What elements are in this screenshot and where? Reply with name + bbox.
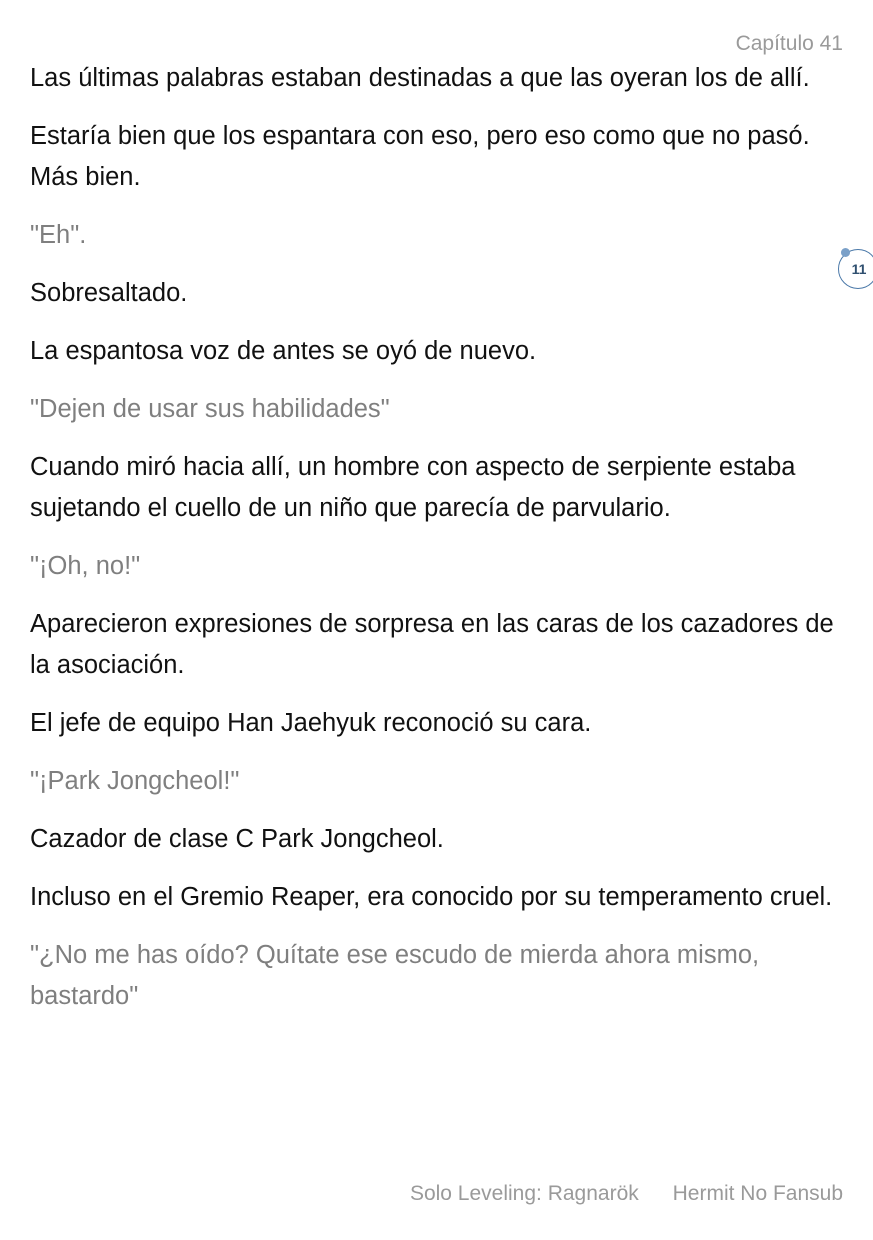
dialog-paragraph: "¡Park Jongcheol!" (30, 767, 240, 795)
paragraph: La espantosa voz de antes se oyó de nuevo. (30, 337, 537, 365)
paragraph: El jefe de equipo Han Jaehyuk reconoció su cara. (30, 709, 592, 737)
book-title: Solo Leveling: Ragnarök (409, 1182, 639, 1205)
reading-progress-badge[interactable] (838, 249, 873, 289)
paragraph: Incluso en el Gremio Reaper, era conocido por su temperamento cruel. (30, 883, 833, 911)
dialog-paragraph: "Eh". (30, 221, 87, 249)
chapter-title: Capítulo 41 (735, 32, 843, 55)
progress-number: 11 (851, 261, 867, 277)
dialog-paragraph: "Dejen de usar sus habilidades" (30, 395, 390, 423)
paragraph: Estaría bien que los espantara con eso, pero eso como que no pasó. Más bien. (30, 122, 810, 191)
paragraph: Las últimas palabras estaban destinadas a que las oyeran los de allí. (30, 64, 810, 92)
paragraph: Aparecieron expresiones de sorpresa en las caras de los cazadores de la asociación. (30, 610, 834, 679)
paragraph: Sobresaltado. (30, 279, 188, 307)
translator-credit: Hermit No Fansub (672, 1182, 843, 1205)
dialog-paragraph: "¡Oh, no!" (30, 552, 141, 580)
paragraph: Cazador de clase C Park Jongcheol. (30, 825, 444, 853)
reading-content (30, 58, 845, 1034)
dialog-paragraph: "¿No me has oído? Quítate ese escudo de mierda ahora mismo, bastardo" (30, 941, 760, 1010)
progress-dot-icon (841, 248, 850, 257)
paragraph: Cuando miró hacia allí, un hombre con aspecto de serpiente estaba sujetando el cuello de un niño que parecía de parvulario. (30, 453, 796, 522)
page-footer (410, 1182, 843, 1206)
